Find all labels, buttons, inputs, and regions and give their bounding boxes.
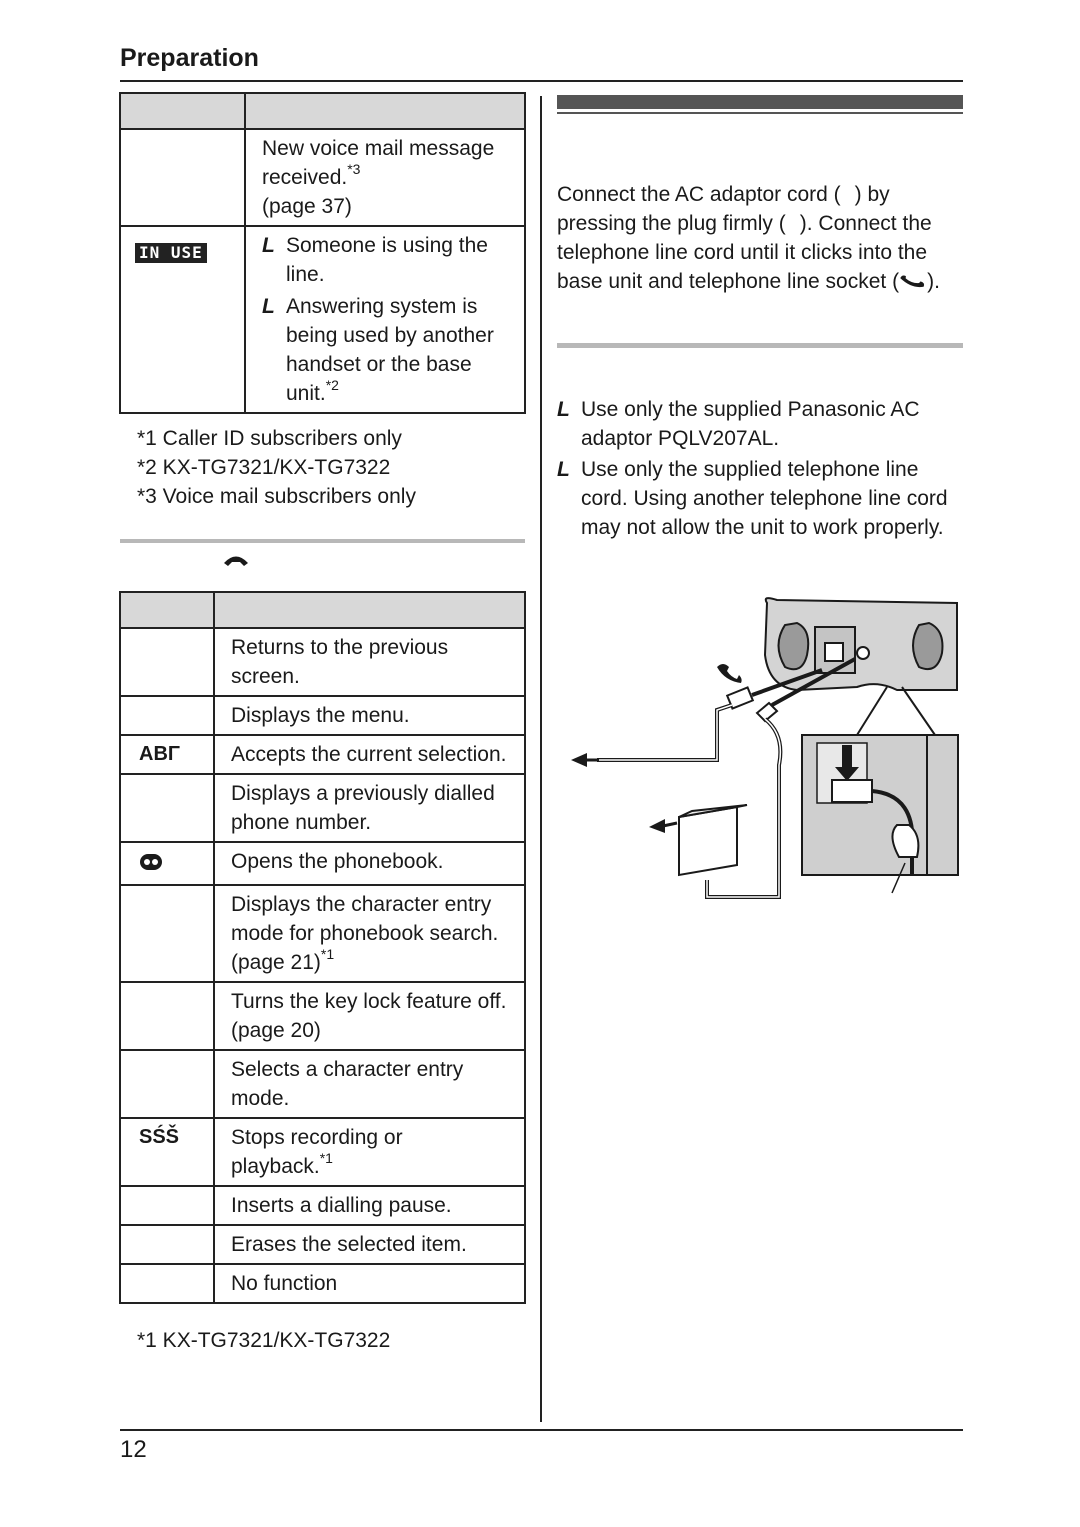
- key-function-text: Displays the character entry mode for phonebook search. (page 21): [231, 893, 499, 974]
- phone-socket-icon: [899, 270, 927, 292]
- status-footnotes: [137, 424, 416, 511]
- table-row: [120, 982, 525, 1050]
- callout-line: [857, 687, 887, 735]
- key-icon-cell: [120, 1186, 214, 1225]
- note-rule: [557, 343, 963, 348]
- table-row: [120, 696, 525, 735]
- footnote-ref: *1: [319, 1150, 333, 1166]
- key-icon-cell: [120, 982, 214, 1050]
- telephone-line-cord-inner: [597, 705, 732, 760]
- key-function-cell: Accepts the current selection.: [214, 735, 525, 774]
- line-socket-arrow: [571, 753, 587, 767]
- key-icon-cell: [120, 1264, 214, 1303]
- bullet-mark: L: [262, 234, 275, 257]
- bullet-item: [557, 395, 962, 453]
- cord-hook: [892, 825, 918, 857]
- key-icon-cell: ΑΒΓ: [120, 735, 214, 774]
- key-function-cell: Displays a previously dialled phone number.: [214, 774, 525, 842]
- handset-icon: [222, 554, 250, 568]
- key-function-cell: Selects a character entry mode.: [214, 1050, 525, 1118]
- bullet-item: [557, 455, 962, 542]
- key-table-header-cell: [120, 592, 214, 628]
- table-row: [120, 842, 525, 885]
- key-icon-cell: [120, 628, 214, 696]
- inset-plug: [832, 780, 872, 802]
- table-row: [120, 1118, 525, 1186]
- table-row: [120, 1264, 525, 1303]
- key-table: [119, 591, 526, 1304]
- outlet-arrow: [649, 819, 665, 833]
- key-function-cell: [214, 1118, 525, 1186]
- key-function-cell: Inserts a dialling pause.: [214, 1186, 525, 1225]
- connection-illustration: [557, 595, 963, 910]
- key-table-header-cell: [214, 592, 525, 628]
- status-meaning-cell: [245, 226, 525, 413]
- heading-bar: [557, 95, 963, 109]
- key-function-cell: Opens the phonebook.: [214, 842, 525, 885]
- jack-port: [825, 643, 843, 661]
- bullet-item: [262, 292, 510, 408]
- key-icon-cell: [120, 696, 214, 735]
- key-function-text: Stops recording or playback.: [231, 1126, 403, 1178]
- table-row: [120, 628, 525, 696]
- footnote-ref: *2: [325, 377, 339, 393]
- status-meaning-cell: [245, 129, 525, 226]
- key-function-cell: Returns to the previous screen.: [214, 628, 525, 696]
- bullet-item: [262, 231, 510, 289]
- ac-adaptor: [679, 807, 737, 875]
- key-function-cell: [214, 885, 525, 982]
- key-icon-cell: [120, 1225, 214, 1264]
- bullet-mark: L: [262, 295, 275, 318]
- column-divider: [540, 96, 542, 1422]
- table-row: [120, 1050, 525, 1118]
- status-table: [119, 92, 526, 414]
- footer-rule: [120, 1429, 963, 1431]
- subsection-rule: [120, 539, 525, 543]
- table-row: [120, 129, 525, 226]
- status-icon-cell: [120, 226, 245, 413]
- key-icon-cell: [120, 842, 214, 885]
- footnote-ref: *3: [347, 161, 361, 177]
- table-row: [120, 774, 525, 842]
- connection-text: ). Connect the telephone line cord until it clicks into the base unit and telephone line socket (: [557, 212, 932, 293]
- table-row: [120, 735, 525, 774]
- footnote: *1 Caller ID subscribers only: [137, 427, 402, 450]
- footnote: *3 Voice mail subscribers only: [137, 485, 416, 508]
- status-table-header: [120, 93, 525, 129]
- bullet-mark: L: [557, 458, 570, 481]
- heading-bar-rule: [557, 112, 963, 114]
- connection-paragraph: [557, 180, 967, 296]
- bullet-text: Use only the supplied telephone line cord. Using another telephone line cord may not allow the unit to work properly.: [581, 458, 948, 539]
- table-row: [120, 1225, 525, 1264]
- table-row: [120, 226, 525, 413]
- callout-line: [902, 687, 935, 735]
- connection-text: ).: [927, 270, 940, 293]
- key-footnote: *1 KX-TG7321/KX-TG7322: [137, 1329, 391, 1352]
- base-foot-left: [779, 623, 809, 669]
- header-rule: [120, 80, 963, 82]
- status-page-ref: (page 37): [262, 195, 352, 218]
- bullet-mark: L: [557, 398, 570, 421]
- table-row: [120, 1186, 525, 1225]
- key-function-cell: Erases the selected item.: [214, 1225, 525, 1264]
- key-table-header: [120, 592, 525, 628]
- key-icon-cell: [120, 885, 214, 982]
- phonebook-icon: [139, 853, 163, 871]
- outlet-arrow-shaft: [663, 823, 677, 826]
- telephone-line-cord: [597, 705, 732, 760]
- status-table-header-cell: [120, 93, 245, 129]
- bullet-text: Answering system is being used by another handset or the base unit.: [286, 295, 494, 405]
- key-icon-cell: [120, 774, 214, 842]
- key-function-cell: No function: [214, 1264, 525, 1303]
- page-number: 12: [120, 1436, 147, 1463]
- dc-port: [857, 647, 869, 659]
- table-row: [120, 885, 525, 982]
- status-text: New voice mail message received.: [262, 137, 495, 189]
- status-icon-cell: [120, 129, 245, 226]
- key-icon-cell: SŚŠ: [120, 1118, 214, 1186]
- phone-line-icon: [717, 664, 742, 683]
- connection-text: ) by pressing the plug firmly (: [557, 183, 890, 235]
- key-icon-cell: [120, 1050, 214, 1118]
- section-title: Preparation: [120, 44, 259, 72]
- connection-text: Connect the AC adaptor cord (: [557, 183, 841, 206]
- footnote: *2 KX-TG7321/KX-TG7322: [137, 456, 391, 479]
- footnote-ref: *1: [320, 946, 335, 962]
- base-foot-right: [913, 623, 942, 669]
- bullet-text: Use only the supplied Panasonic AC adaptor PQLV207AL.: [581, 398, 920, 450]
- in-use-indicator: IN USE: [135, 243, 207, 263]
- connection-notes: [557, 395, 962, 544]
- key-function-cell: Displays the menu.: [214, 696, 525, 735]
- key-function-cell: Turns the key lock feature off. (page 20): [214, 982, 525, 1050]
- status-table-header-cell: [245, 93, 525, 129]
- bullet-text: Someone is using the line.: [286, 234, 488, 286]
